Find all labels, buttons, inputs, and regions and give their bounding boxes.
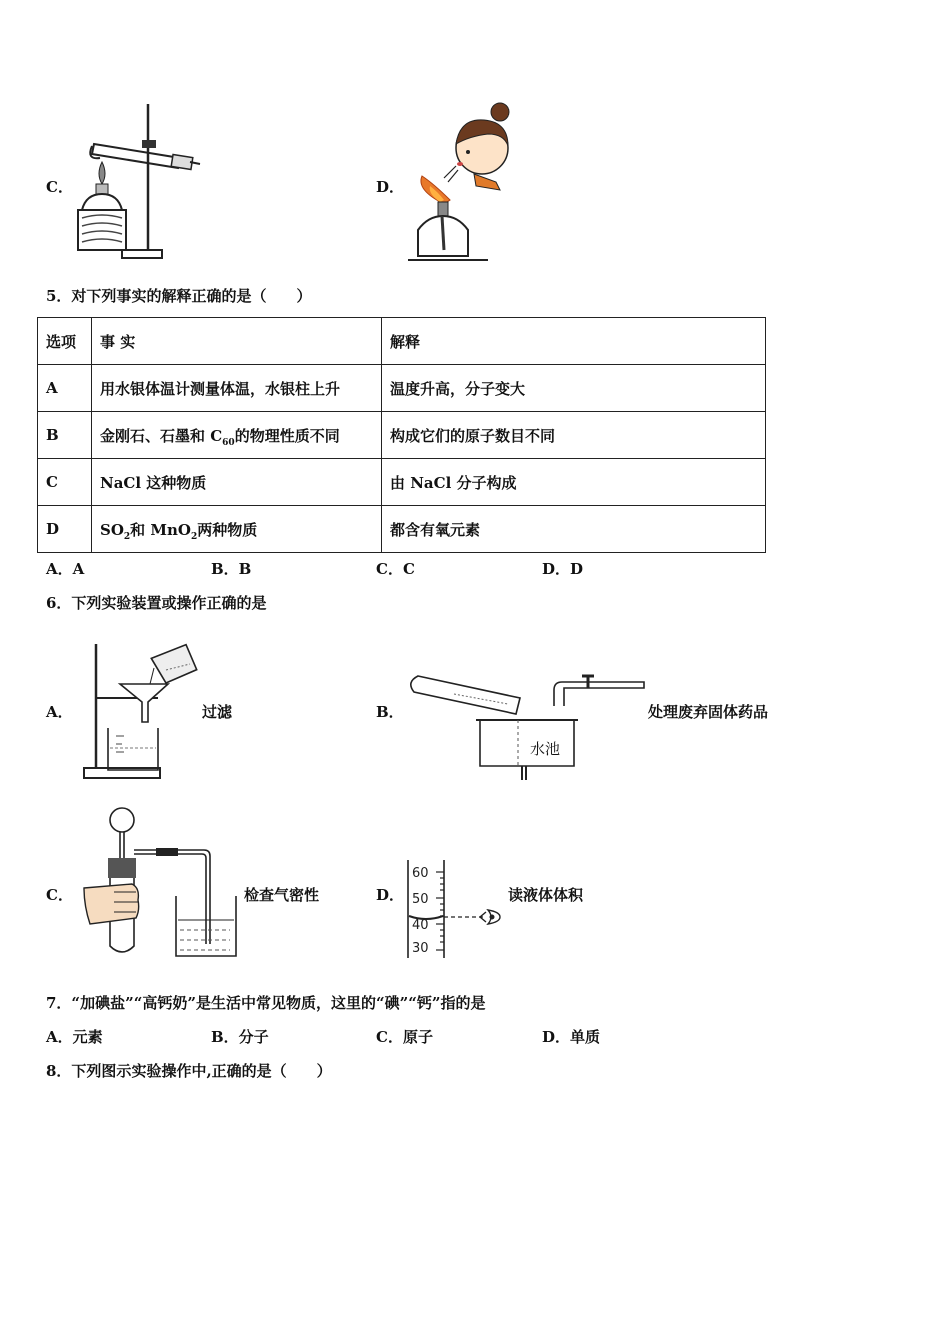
q5-stem: 5．对下列事实的解释正确的是（ ） <box>46 287 312 305</box>
q5-option-d[interactable]: D．D <box>542 560 584 578</box>
row-key: D <box>38 506 92 553</box>
table-row <box>38 412 766 459</box>
table-header-cell: 选项 <box>38 318 92 365</box>
q6-option-c-caption: 检查气密性 <box>244 886 320 904</box>
q5-option-c[interactable]: C．C <box>376 560 415 578</box>
q6-option-b-label[interactable]: B． <box>376 703 404 721</box>
q6-option-d-caption: 读液体体积 <box>508 886 584 904</box>
row-fact: 用水银体温计测量体温，水银柱上升 <box>92 365 382 412</box>
q5-option-b[interactable]: B．B <box>211 560 252 578</box>
airtightness-check-figure <box>80 806 240 960</box>
q8-stem: 8．下列图示实验操作中,正确的是（ ） <box>46 1062 332 1080</box>
q6-option-a-caption: 过滤 <box>202 703 233 721</box>
row-explanation: 都含有氧元素 <box>382 506 766 553</box>
row-explanation: 温度升高，分子变大 <box>382 365 766 412</box>
q4-option-c-label: C． <box>46 178 73 196</box>
q7-option-b[interactable]: B．分子 <box>211 1028 269 1046</box>
q4-option-d-label: D． <box>376 178 405 196</box>
q6-option-d-label[interactable]: D． <box>376 886 405 904</box>
table-header-cell: 事 实 <box>92 318 382 365</box>
row-explanation: 构成它们的原子数目不同 <box>382 412 766 459</box>
row-explanation: 由 NaCl 分子构成 <box>382 459 766 506</box>
row-fact: $SO_2$和 MnO$_2$两种物质 <box>92 506 382 553</box>
scale-label-60: 60 <box>412 866 429 881</box>
sink-disposal-figure <box>408 664 648 782</box>
heating-test-tube-on-stand-figure <box>72 100 202 265</box>
scale-label-50: 50 <box>412 892 429 907</box>
q6-option-b-caption: 处理废弃固体药品 <box>648 703 769 721</box>
q7-option-a[interactable]: A．元素 <box>46 1028 103 1046</box>
row-key: C <box>38 459 92 506</box>
table-row <box>38 459 766 506</box>
table-row <box>38 506 766 553</box>
row-fact: 金刚石、石墨和 $C_{60}$的物理性质不同 <box>92 412 382 459</box>
q5-facts-table <box>37 317 766 553</box>
read-cylinder-volume-figure <box>404 858 508 962</box>
sink-label: 水池 <box>530 740 561 758</box>
q6-option-a-label[interactable]: A． <box>46 703 73 721</box>
filtration-apparatus-figure <box>80 636 200 782</box>
q6-stem: 6．下列实验装置或操作正确的是 <box>46 594 267 612</box>
blowing-out-alcohol-lamp-figure <box>404 100 524 270</box>
row-key: A <box>38 365 92 412</box>
table-header-row <box>38 318 766 365</box>
row-key: B <box>38 412 92 459</box>
row-fact: NaCl 这种物质 <box>92 459 382 506</box>
q5-option-a[interactable]: A．A <box>46 560 85 578</box>
scale-label-30: 30 <box>412 941 429 956</box>
scale-label-40: 40 <box>412 918 429 933</box>
q6-option-c-label[interactable]: C． <box>46 886 73 904</box>
table-header-cell: 解释 <box>382 318 766 365</box>
table-row <box>38 365 766 412</box>
q7-option-d[interactable]: D．单质 <box>542 1028 601 1046</box>
q7-stem: 7．“加碘盐”“高钙奶”是生活中常见物质，这里的“碘”“钙”指的是 <box>46 994 486 1012</box>
q7-option-c[interactable]: C．原子 <box>376 1028 433 1046</box>
